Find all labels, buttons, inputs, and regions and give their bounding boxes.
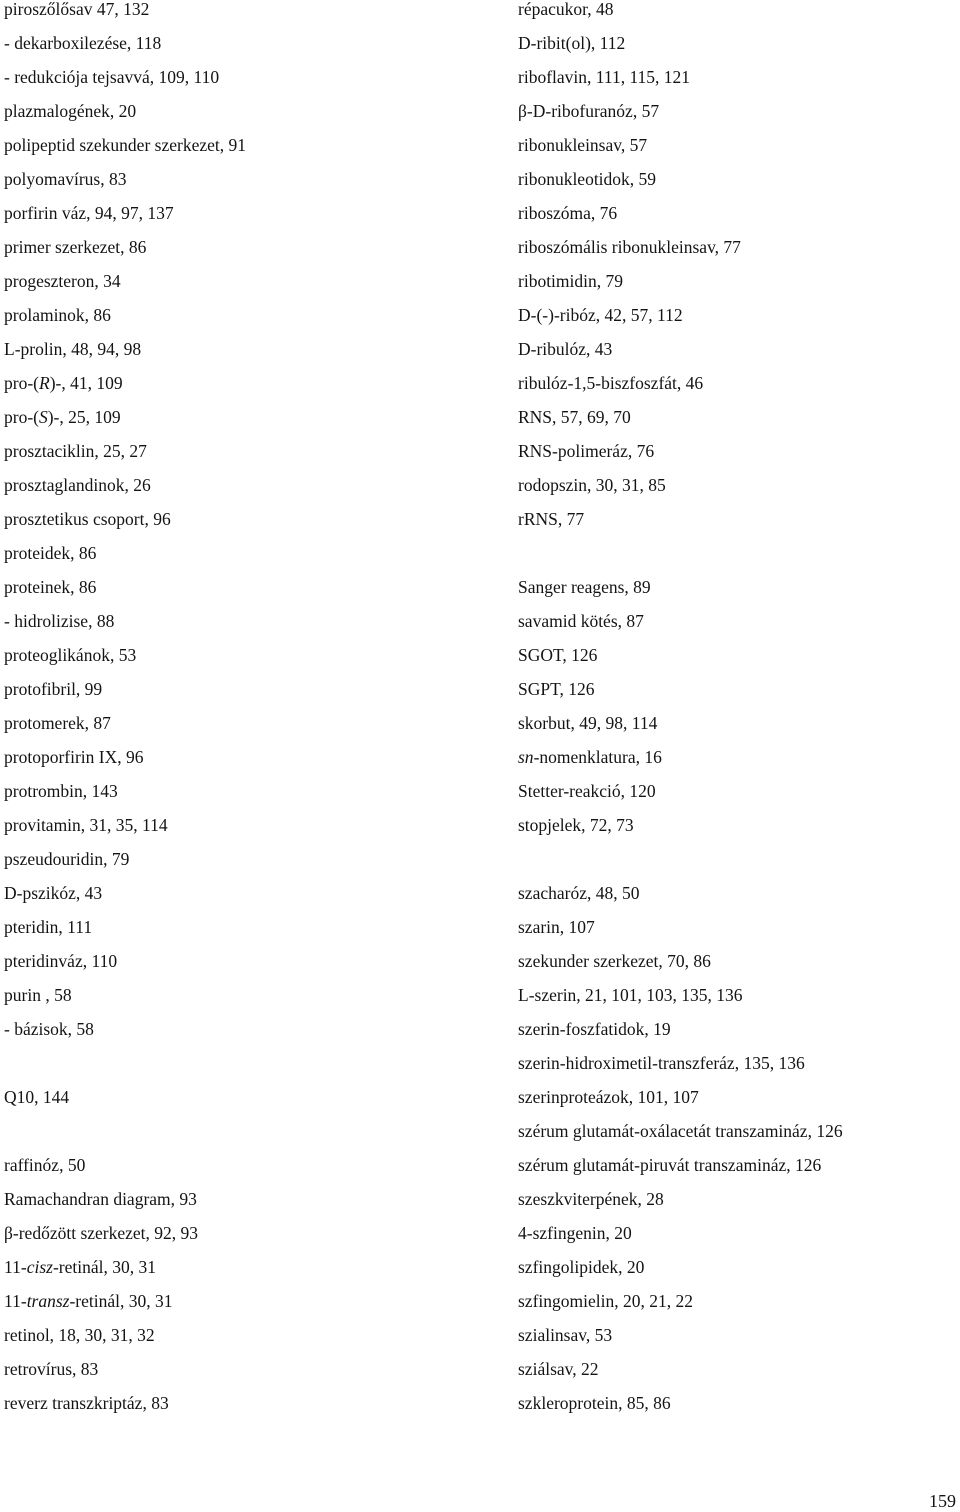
left-index-entry: pszeudouridin, 79 [4, 849, 130, 869]
right-index-entry [518, 747, 662, 767]
italic-term: cisz [26, 1257, 53, 1277]
left-index-entry: - hidrolizise, 88 [4, 611, 115, 631]
left-index-entry: reverz transzkriptáz, 83 [4, 1393, 169, 1413]
left-index-entry: proteoglikánok, 53 [4, 645, 137, 665]
left-index-entry: protofibril, 99 [4, 679, 103, 699]
left-index-entry [4, 1291, 173, 1311]
right-index-entry: szkleroprotein, 85, 86 [518, 1393, 671, 1413]
left-index-entry: proteinek, 86 [4, 577, 97, 597]
entry-text-part: -retinál, 30, 31 [52, 1257, 156, 1277]
right-index-entry: rodopszin, 30, 31, 85 [518, 475, 666, 495]
left-index-entry: - dekarboxilezése, 118 [4, 33, 162, 53]
right-index-entry: Sanger reagens, 89 [518, 577, 651, 597]
right-index-entry: szekunder szerkezet, 70, 86 [518, 951, 711, 971]
left-index-entry: proteidek, 86 [4, 543, 97, 563]
entry-text-part: 11- [4, 1291, 27, 1311]
italic-term: transz [26, 1291, 70, 1311]
entry-text-part: 11- [4, 1257, 27, 1277]
left-index-entry: Q10, 144 [4, 1087, 70, 1107]
right-index-entry: stopjelek, 72, 73 [518, 815, 634, 835]
left-index-entry: protoporfirin IX, 96 [4, 747, 144, 767]
entry-text-part: )-, 41, 109 [49, 373, 123, 393]
left-index-entry: retrovírus, 83 [4, 1359, 99, 1379]
right-index-entry: szacharóz, 48, 50 [518, 883, 640, 903]
left-index-entry: Ramachandran diagram, 93 [4, 1189, 197, 1209]
right-index-entry: D-(-)-ribóz, 42, 57, 112 [518, 305, 683, 325]
italic-term: S [38, 407, 48, 427]
italic-term: sn [518, 747, 534, 767]
left-index-entry: purin , 58 [4, 985, 72, 1005]
right-index-entry: skorbut, 49, 98, 114 [518, 713, 658, 733]
left-index-entry: prosztetikus csoport, 96 [4, 509, 171, 529]
right-index-entry: szerin-hidroximetil-transzferáz, 135, 136 [518, 1053, 805, 1073]
right-index-entry: β-D-ribofuranóz, 57 [518, 101, 660, 121]
left-index-entry: L-prolin, 48, 94, 98 [4, 339, 142, 359]
left-index-entry: polyomavírus, 83 [4, 169, 127, 189]
entry-text-part: pro-( [4, 407, 39, 427]
right-index-entry: SGOT, 126 [518, 645, 598, 665]
right-index-entry: D-ribit(ol), 112 [518, 33, 626, 53]
right-index-entry: RNS-polimeráz, 76 [518, 441, 655, 461]
right-index-entry: szerinproteázok, 101, 107 [518, 1087, 699, 1107]
left-index-entry: piroszőlősav 47, 132 [4, 0, 150, 19]
entry-text-part: )-, 25, 109 [47, 407, 121, 427]
right-index-entry: ribonukleotidok, 59 [518, 169, 657, 189]
right-index-entry: ribulóz-1,5-biszfoszfát, 46 [518, 373, 704, 393]
left-index-entry [4, 407, 121, 427]
right-index-entry: szérum glutamát-piruvát transzamináz, 126 [518, 1155, 822, 1175]
left-index-entry: retinol, 18, 30, 31, 32 [4, 1325, 155, 1345]
right-index-entry: szerin-foszfatidok, 19 [518, 1019, 671, 1039]
right-index-entry: Stetter-reakció, 120 [518, 781, 656, 801]
right-index-entry: riboszóma, 76 [518, 203, 618, 223]
right-index-entry: 4-szfingenin, 20 [518, 1223, 632, 1243]
right-index-entry: szarin, 107 [518, 917, 595, 937]
page-number: 159 [929, 1491, 956, 1511]
left-index-entry: prosztaglandinok, 26 [4, 475, 151, 495]
entry-text-part: pro-( [4, 373, 39, 393]
left-index-entry: β-redőzött szerkezet, 92, 93 [4, 1223, 199, 1243]
left-index-entry: - bázisok, 58 [4, 1019, 94, 1039]
left-index-entry: porfirin váz, 94, 97, 137 [4, 203, 174, 223]
left-index-entry: progeszteron, 34 [4, 271, 121, 291]
left-index-entry: protrombin, 143 [4, 781, 118, 801]
left-index-entry: - redukciója tejsavvá, 109, 110 [4, 67, 220, 87]
entry-text-part: -nomenklatura, 16 [533, 747, 662, 767]
right-index-entry: savamid kötés, 87 [518, 611, 644, 631]
italic-term: R [38, 373, 50, 393]
right-index-entry: szérum glutamát-oxálacetát transzamináz, 126 [518, 1121, 843, 1141]
right-index-entry: ribotimidin, 79 [518, 271, 623, 291]
left-index-entry: pteridinváz, 110 [4, 951, 118, 971]
left-index-entry: raffinóz, 50 [4, 1155, 86, 1175]
right-index-entry: répacukor, 48 [518, 0, 614, 19]
right-index-entry: riboszómális ribonukleinsav, 77 [518, 237, 741, 257]
right-index-entry: szeszkviterpének, 28 [518, 1189, 664, 1209]
right-index-entry: riboflavin, 111, 115, 121 [518, 67, 691, 87]
left-index-entry [4, 1257, 156, 1277]
left-index-entry: prolaminok, 86 [4, 305, 111, 325]
right-index-entry: szfingolipidek, 20 [518, 1257, 645, 1277]
right-index-entry: sziálsav, 22 [518, 1359, 599, 1379]
left-index-entry: protomerek, 87 [4, 713, 111, 733]
entry-text-part: -retinál, 30, 31 [69, 1291, 173, 1311]
left-index-entry: D-pszikóz, 43 [4, 883, 103, 903]
left-index-entry: pteridin, 111 [4, 917, 93, 937]
left-index-entry [4, 373, 123, 393]
right-index-entry: szialinsav, 53 [518, 1325, 613, 1345]
right-index-entry: D-ribulóz, 43 [518, 339, 613, 359]
right-index-entry: SGPT, 126 [518, 679, 595, 699]
right-index-entry: rRNS, 77 [518, 509, 585, 529]
right-index-entry: L-szerin, 21, 101, 103, 135, 136 [518, 985, 743, 1005]
right-index-entry: szfingomielin, 20, 21, 22 [518, 1291, 693, 1311]
left-index-entry: prosztaciklin, 25, 27 [4, 441, 147, 461]
left-index-entry: polipeptid szekunder szerkezet, 91 [4, 135, 246, 155]
right-index-entry: ribonukleinsav, 57 [518, 135, 648, 155]
left-index-entry: provitamin, 31, 35, 114 [4, 815, 168, 835]
left-index-entry: primer szerkezet, 86 [4, 237, 147, 257]
left-index-entry: plazmalogének, 20 [4, 101, 137, 121]
right-index-entry: RNS, 57, 69, 70 [518, 407, 631, 427]
